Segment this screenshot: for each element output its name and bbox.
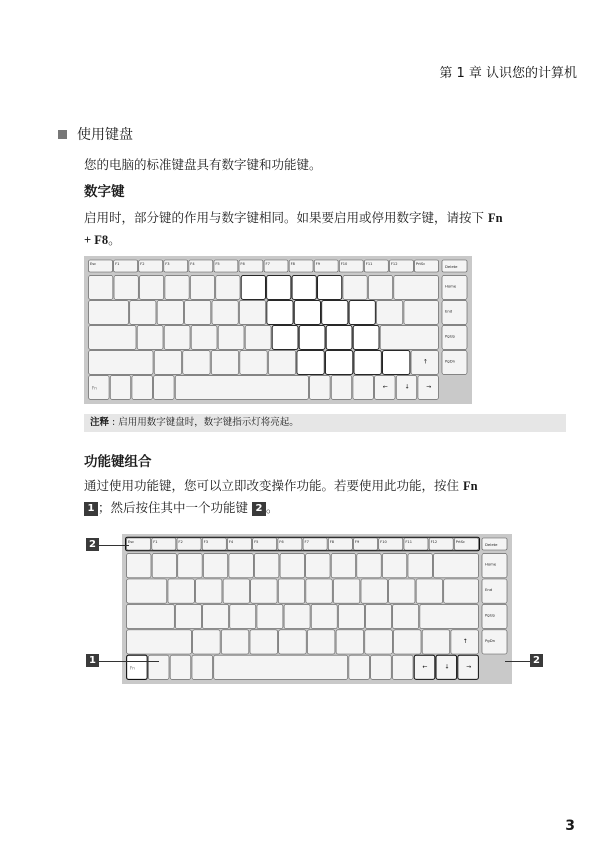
keyboard-2-svg <box>122 534 512 684</box>
keyboard-key <box>191 326 217 350</box>
right-column-key-label: PgDn <box>485 637 496 643</box>
fn-key-label: Fn <box>92 385 97 391</box>
right-column-key-label: PgUp <box>485 612 495 618</box>
keyboard-key <box>240 351 267 375</box>
callout-1: 1 <box>84 502 98 516</box>
keyboard-key <box>278 579 304 603</box>
numpad-key <box>318 276 342 300</box>
fn-row-key-label: F1 <box>115 262 120 266</box>
keyboard-key <box>127 604 175 628</box>
keyboard-key <box>216 276 240 300</box>
fn-row-key-label: F3 <box>165 262 170 266</box>
bottom-row-key <box>310 376 330 400</box>
keyboard-key <box>212 301 238 325</box>
keyboard-key <box>193 630 220 654</box>
keyboard-key <box>183 351 210 375</box>
keyboard-key <box>239 301 265 325</box>
note-label: 注释 <box>90 417 110 428</box>
keyboard-key <box>365 630 392 654</box>
keyboard-key <box>230 604 256 628</box>
fn-row-key-label: F1 <box>153 540 158 544</box>
keyboard-key <box>218 326 244 350</box>
fn-row-key-label: F8 <box>329 540 335 544</box>
kb2-leader-right <box>505 661 530 662</box>
numeric-paragraph <box>84 207 574 251</box>
numpad-key <box>299 326 325 350</box>
numpad-key <box>325 351 352 375</box>
fn-row-key-label: F5 <box>254 540 259 544</box>
fn-row-key-label: F5 <box>215 262 220 266</box>
keyboard-key <box>137 326 163 350</box>
fn-row-key-label: F2 <box>140 262 145 266</box>
right-column-key-label: End <box>485 587 493 593</box>
numpad-key <box>322 301 348 325</box>
bottom-row-key <box>371 655 392 679</box>
keyboard-1-svg <box>84 256 472 404</box>
keyboard-key <box>89 326 136 350</box>
fn-row-key-label: F9 <box>354 540 360 544</box>
keyboard-key <box>333 579 359 603</box>
keyboard-key <box>361 579 387 603</box>
arrow-key-icon: ← <box>422 663 428 671</box>
keyboard-key <box>127 579 167 603</box>
keyboard-key <box>366 604 392 628</box>
keyboard-key <box>196 579 222 603</box>
keyboard-key <box>306 554 330 578</box>
combo-fn-ref: Fn <box>462 479 478 493</box>
keyboard-key <box>154 351 181 375</box>
fn-row-key-label: F10 <box>380 540 387 544</box>
keyboard-key <box>250 630 277 654</box>
note-text: 启用用数字键盘时，数字键指示灯将亮起。 <box>118 417 299 428</box>
bottom-row-key <box>192 655 213 679</box>
fn-row-key-label: F3 <box>203 540 209 544</box>
keyboard-key <box>268 351 295 375</box>
note-sep: : <box>109 417 119 428</box>
keyboard-key <box>279 630 306 654</box>
keyboard-key <box>257 604 283 628</box>
bullet-square-icon <box>58 130 67 139</box>
arrow-up-icon: ↑ <box>422 358 428 366</box>
keyboard-key <box>444 579 479 603</box>
fn-row-key-label: F9 <box>315 262 321 266</box>
keyboard-key <box>89 301 129 325</box>
keyboard-key <box>139 276 163 300</box>
keyboard-key <box>127 554 151 578</box>
kb2-callout-1: 1 <box>86 654 99 667</box>
keyboard-key <box>393 604 419 628</box>
right-column-key-label: Home <box>485 561 497 567</box>
keyboard-key <box>185 301 211 325</box>
keyboard-key <box>168 579 194 603</box>
section-title-text: 使用键盘 <box>77 127 133 143</box>
right-column-key-label: Home <box>445 283 457 289</box>
right-column-key-label: PgUp <box>445 333 455 339</box>
bottom-row-key <box>154 376 174 400</box>
right-column-key-label: End <box>445 308 453 314</box>
arrow-up-icon: ↑ <box>462 637 468 645</box>
keyboard-key <box>343 276 367 300</box>
keyboard-key <box>420 604 479 628</box>
combo-paragraph <box>84 475 574 519</box>
fn-row-key-label: F4 <box>190 262 195 266</box>
numpad-key <box>241 276 265 300</box>
arrow-key-icon: → <box>426 383 432 391</box>
fn-row-key-label: Esc <box>90 262 97 266</box>
keyboard-key <box>223 579 249 603</box>
keyboard-key <box>190 276 214 300</box>
fn-row-key-label: F8 <box>290 262 295 266</box>
combo-text-end: 。 <box>265 500 279 515</box>
keyboard-key <box>130 301 156 325</box>
numpad-key <box>353 326 379 350</box>
keyboard-key <box>336 630 363 654</box>
fn-row-key-label: F11 <box>405 540 412 544</box>
fn-row-key-label: F11 <box>365 262 373 266</box>
keyboard-key <box>280 554 304 578</box>
kb2-callout-2-right: 2 <box>530 654 543 667</box>
keyboard-key <box>434 554 479 578</box>
numeric-text-end: 。 <box>108 232 121 247</box>
bottom-row-key <box>392 655 413 679</box>
function-keyboard-illustration <box>122 534 512 684</box>
keyboard-key <box>229 554 253 578</box>
keyboard-key <box>416 579 442 603</box>
keyboard-key <box>152 554 176 578</box>
fn-row-key-label: F4 <box>228 540 234 544</box>
kb2-leader-fn <box>99 661 159 662</box>
keyboard-key <box>211 351 238 375</box>
numeric-title: 数字键 <box>84 184 125 200</box>
keyboard-key <box>178 554 202 578</box>
keyboard-key <box>89 276 113 300</box>
numpad-key <box>354 351 381 375</box>
arrow-key-icon: → <box>466 663 472 671</box>
bottom-row-key <box>353 376 373 400</box>
fn-row-key-label: F6 <box>240 262 245 266</box>
delete-key-label: Delete <box>445 264 458 269</box>
arrow-key-icon: ↓ <box>404 383 410 391</box>
fn-row-key-label: F12 <box>430 540 438 544</box>
numpad-key <box>267 301 293 325</box>
keyboard-key <box>408 554 432 578</box>
keyboard-key <box>254 554 278 578</box>
numpad-key <box>297 351 324 375</box>
bottom-row-key <box>148 655 169 679</box>
bottom-row-key <box>132 376 152 400</box>
fn-row-key-label: Esc <box>128 540 135 544</box>
keyboard-key <box>175 604 201 628</box>
fn-row-key-label: PrtSc <box>455 540 466 544</box>
section-title <box>58 124 133 144</box>
numeric-keyboard-illustration <box>84 256 472 404</box>
delete-key-label: Delete <box>485 542 498 547</box>
combo-title: 功能键组合 <box>84 454 152 470</box>
combo-text: 通过使用功能键，您可以立即改变操作功能。若要使用此功能，按住 <box>84 478 463 493</box>
numpad-key <box>326 326 352 350</box>
fn-row-key-label: F2 <box>178 540 183 544</box>
numpad-key <box>267 276 291 300</box>
keyboard-key <box>357 554 381 578</box>
kb2-leader-top <box>99 545 129 546</box>
fn-row-key-label: F12 <box>390 262 398 266</box>
keyboard-key <box>89 351 153 375</box>
keyboard-key <box>284 604 310 628</box>
keyboard-key <box>164 326 190 350</box>
keyboard-key <box>311 604 337 628</box>
keyboard-key <box>221 630 248 654</box>
numeric-text: 启用时，部分键的作用与数字键相同。如果要启用或停用数字键，请按下 <box>84 210 488 225</box>
f8-key-ref: + F8 <box>84 233 109 247</box>
keyboard-key <box>245 326 271 350</box>
keyboard-key <box>157 301 183 325</box>
keyboard-key <box>114 276 138 300</box>
callout-2: 2 <box>252 502 266 516</box>
keyboard-key <box>377 301 403 325</box>
keyboard-key <box>422 630 449 654</box>
keyboard-key <box>380 326 438 350</box>
keyboard-key <box>394 630 421 654</box>
chapter-header: 第 1 章 认识您的计算机 <box>439 66 577 81</box>
fn-row-key-label: F7 <box>265 262 270 266</box>
keyboard-key <box>306 579 332 603</box>
intro-text: 您的电脑的标准键盘具有数字键和功能键。 <box>84 157 322 172</box>
bottom-row-key <box>110 376 130 400</box>
numpad-key <box>349 301 375 325</box>
arrow-key-icon: ↓ <box>444 663 450 671</box>
keyboard-key <box>307 630 334 654</box>
keyboard-key <box>203 604 229 628</box>
arrow-key-icon: ← <box>382 383 388 391</box>
bottom-row-key <box>175 376 308 400</box>
keyboard-key <box>368 276 392 300</box>
numpad-key <box>294 301 320 325</box>
keyboard-key <box>251 579 277 603</box>
note-bar <box>84 414 566 432</box>
bottom-row-key <box>214 655 348 679</box>
bottom-row-key <box>331 376 351 400</box>
keyboard-key <box>382 554 406 578</box>
keyboard-key <box>394 276 439 300</box>
combo-text-2: ；然后按住其中一个功能键 <box>98 500 252 515</box>
numpad-key <box>292 276 316 300</box>
keyboard-key <box>404 301 438 325</box>
keyboard-key <box>331 554 355 578</box>
bottom-row-key <box>349 655 370 679</box>
fn-row-key-label: F7 <box>304 540 309 544</box>
keyboard-key <box>338 604 364 628</box>
fn-key-label: Fn <box>130 665 135 671</box>
numpad-key <box>383 351 410 375</box>
keyboard-key <box>203 554 227 578</box>
numpad-key <box>272 326 298 350</box>
page-number: 3 <box>565 818 575 834</box>
bottom-row-key <box>170 655 191 679</box>
keyboard-key <box>389 579 415 603</box>
keyboard-key <box>165 276 189 300</box>
kb2-callout-2-top: 2 <box>86 538 99 551</box>
keyboard-key <box>127 630 192 654</box>
fn-row-key-label: F10 <box>340 262 348 266</box>
fn-key-ref: Fn <box>487 211 503 225</box>
right-column-key-label: PgDn <box>445 358 456 364</box>
fn-row-key-label: PrtSc <box>415 262 426 266</box>
fn-row-key-label: F6 <box>279 540 284 544</box>
